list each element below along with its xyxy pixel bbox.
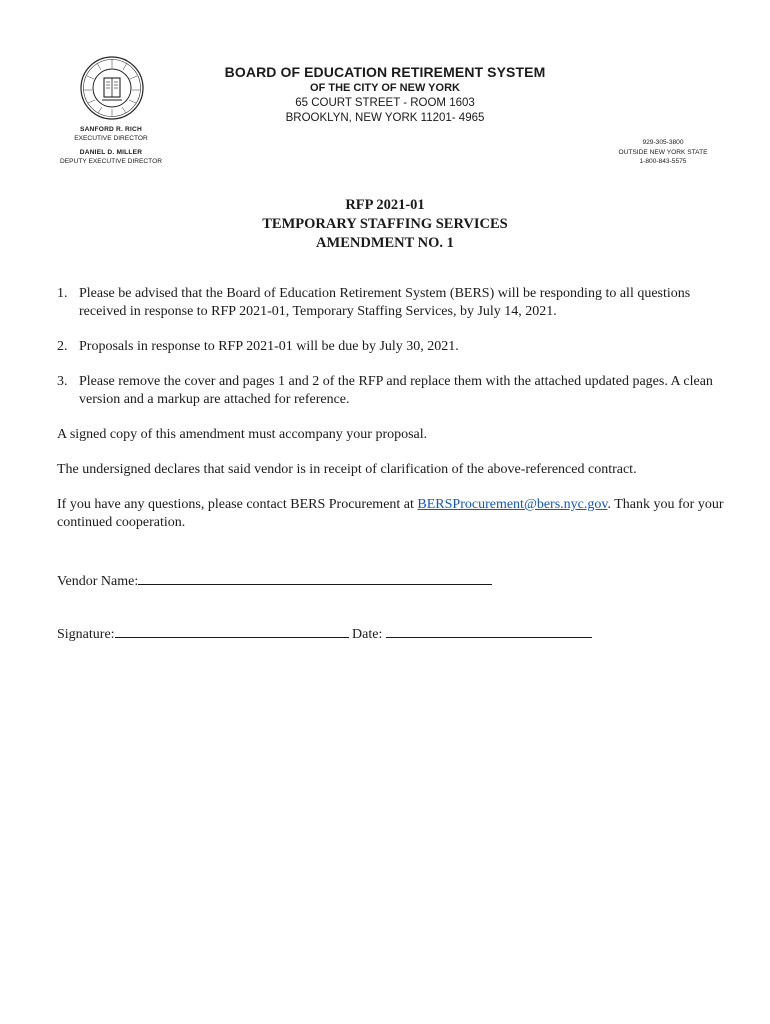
document-heading	[0, 196, 770, 253]
list-item-number: 1.	[57, 286, 68, 301]
list-item-text: Please remove the cover and pages 1 and 2 of the RFP and replace them with the attached updated pages. A clean version and a markup are attached for reference.	[79, 374, 713, 407]
rfp-number: RFP 2021-01	[345, 197, 425, 213]
rfp-title: TEMPORARY STAFFING SERVICES	[262, 216, 508, 232]
list-item-number: 2.	[57, 339, 68, 354]
phone-number: 929-305-3800	[642, 139, 684, 146]
signature-line	[57, 623, 592, 644]
date-label: Date:	[352, 627, 383, 642]
deputy-title: DEPUTY EXECUTIVE DIRECTOR	[60, 158, 162, 165]
address-line-1: 65 COURT STREET - ROOM 1603	[295, 97, 475, 109]
declaration-paragraph: The undersigned declares that said vendor is in receipt of clarification of the above-referenced contract.	[57, 462, 637, 477]
officials-block	[52, 125, 170, 166]
questions-suffix: . Thank you for your continued cooperation.	[57, 497, 724, 530]
list-item-text: Proposals in response to RFP 2021-01 will be due by July 30, 2021.	[79, 339, 459, 354]
letterhead	[180, 64, 590, 126]
signature-label: Signature:	[57, 627, 115, 642]
list-item	[57, 338, 737, 356]
vendor-name-field[interactable]	[138, 570, 492, 585]
questions-prefix: If you have any questions, please contact BERS Procurement at	[57, 497, 418, 512]
org-title: BOARD OF EDUCATION RETIREMENT SYSTEM	[224, 64, 546, 80]
amendment-number: AMENDMENT NO. 1	[316, 235, 454, 251]
contact-block	[598, 138, 728, 167]
vendor-name-label: Vendor Name:	[57, 574, 139, 589]
procurement-email-link[interactable]: BERSProcurement@bers.nyc.gov	[417, 497, 608, 512]
director-name: SANFORD R. RICH	[80, 126, 142, 133]
document-body	[57, 285, 737, 549]
questions-paragraph	[57, 496, 737, 532]
toll-free-number: 1-800-843-5575	[639, 158, 687, 165]
signed-copy-paragraph: A signed copy of this amendment must accompany your proposal.	[57, 427, 428, 442]
outside-state-label: OUTSIDE NEW YORK STATE	[618, 148, 708, 156]
seal-emblem-icon	[80, 56, 144, 120]
address-line-2: BROOKLYN, NEW YORK 11201- 4965	[285, 112, 485, 124]
signature-field[interactable]	[115, 623, 349, 638]
list-item-text: Please be advised that the Board of Education Retirement System (BERS) will be responding to all questions received in response to RFP 2021-01, Temporary Staffing Services, by July 14, 2021.	[79, 286, 691, 319]
org-subtitle: OF THE CITY OF NEW YORK	[310, 82, 460, 94]
list-item	[57, 373, 737, 409]
list-item-number: 3.	[57, 374, 68, 389]
director-title: EXECUTIVE DIRECTOR	[74, 135, 148, 142]
list-item	[57, 285, 737, 321]
date-field[interactable]	[386, 623, 592, 638]
vendor-name-line	[57, 570, 492, 591]
deputy-name: DANIEL D. MILLER	[79, 149, 143, 156]
